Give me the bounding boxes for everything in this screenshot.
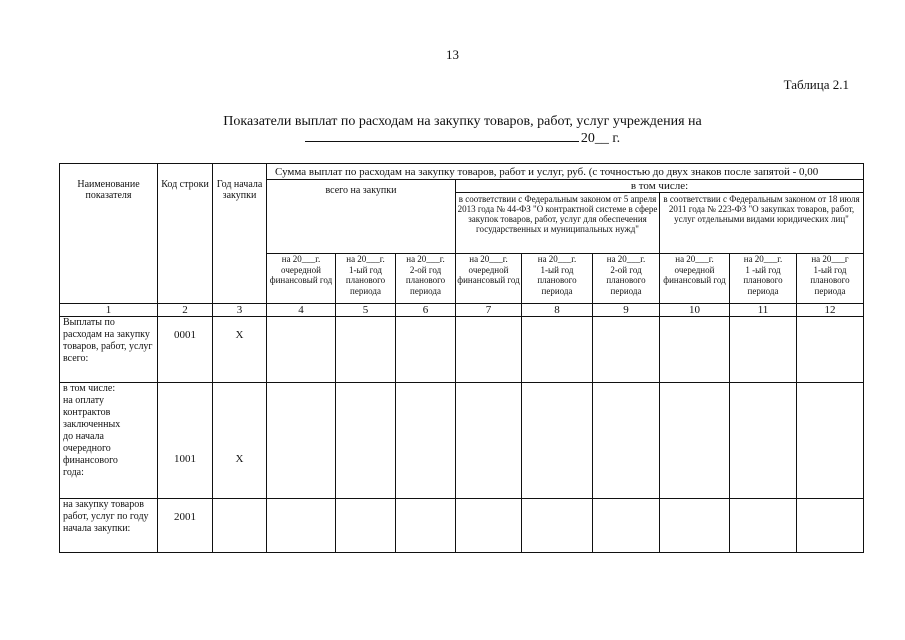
value-cell <box>456 499 522 553</box>
row-name: в том числе: на оплату контрактов заключенных до начала очередного финансового года: <box>60 383 158 499</box>
period-col-4: на 20___г. очередной финансовый год <box>267 254 336 304</box>
value-cell <box>660 317 730 383</box>
column-number: 12 <box>797 304 864 317</box>
value-cell <box>660 383 730 499</box>
value-cell <box>396 499 456 553</box>
value-cell <box>396 383 456 499</box>
title-year-suffix: 20__ г. <box>580 131 621 146</box>
period-col-10: на 20___г. очередной финансовый год <box>660 254 730 304</box>
value-cell <box>522 317 593 383</box>
value-cell <box>797 499 864 553</box>
value-cell <box>797 317 864 383</box>
row-start-year <box>213 499 267 553</box>
row-name: на закупку товаров работ, услуг по году начала закупки: <box>60 499 158 553</box>
row-code: 1001 <box>158 383 213 499</box>
column-numbers-row <box>60 304 864 317</box>
value-cell <box>730 383 797 499</box>
value-cell <box>456 317 522 383</box>
column-number: 6 <box>396 304 456 317</box>
row-code: 0001 <box>158 317 213 383</box>
title-line-1: Показатели выплат по расходам на закупку товаров, работ, услуг учреждения на <box>223 114 702 129</box>
period-col-8: на 20___г. 1-ый год планового периода <box>522 254 593 304</box>
column-number: 2 <box>158 304 213 317</box>
row-code: 2001 <box>158 499 213 553</box>
period-col-11: на 20___г. 1 -ый год планового периода <box>730 254 797 304</box>
value-cell <box>730 499 797 553</box>
value-cell <box>456 383 522 499</box>
row-name: Выплаты по расходам на закупку товаров, работ, услуг всего: <box>60 317 158 383</box>
value-cell <box>267 499 336 553</box>
value-cell <box>522 499 593 553</box>
value-cell <box>522 383 593 499</box>
payments-table <box>59 163 864 553</box>
period-col-7: на 20___г. очередной финансовый год <box>456 254 522 304</box>
value-cell <box>267 317 336 383</box>
period-col-6: на 20___г. 2-ой год планового периода <box>396 254 456 304</box>
header-total-purchases: всего на закупки <box>267 180 456 254</box>
table-row <box>60 317 864 383</box>
value-cell <box>660 499 730 553</box>
value-cell <box>336 317 396 383</box>
period-col-5: на 20___г. 1-ый год планового периода <box>336 254 396 304</box>
value-cell <box>593 317 660 383</box>
value-cell <box>593 383 660 499</box>
row-start-year: X <box>213 317 267 383</box>
column-number: 10 <box>660 304 730 317</box>
column-number: 7 <box>456 304 522 317</box>
header-sum-title: Сумма выплат по расходам на закупку товаров, работ и услуг, руб. (с точностью до двух знаков после запятой - 0,00 <box>267 164 864 180</box>
header-start-year: Год начала закупки <box>213 164 267 304</box>
value-cell <box>396 317 456 383</box>
column-number: 1 <box>60 304 158 317</box>
table-row <box>60 383 864 499</box>
column-number: 11 <box>730 304 797 317</box>
value-cell <box>336 499 396 553</box>
column-number: 4 <box>267 304 336 317</box>
page-number: 13 <box>446 47 459 62</box>
header-including: в том числе: <box>456 180 864 193</box>
header-row-code: Код строки <box>158 164 213 304</box>
value-cell <box>730 317 797 383</box>
date-blank-line <box>305 129 579 142</box>
column-number: 9 <box>593 304 660 317</box>
column-number: 5 <box>336 304 396 317</box>
document-title <box>0 114 905 146</box>
period-col-12: на 20___г 1-ый год планового периода <box>797 254 864 304</box>
value-cell <box>267 383 336 499</box>
table-row <box>60 499 864 553</box>
table-label: Таблица 2.1 <box>783 77 849 92</box>
title-line-2 <box>0 129 905 146</box>
row-start-year: X <box>213 383 267 499</box>
column-number: 8 <box>522 304 593 317</box>
header-indicator-name: Наименование показателя <box>60 164 158 304</box>
value-cell <box>797 383 864 499</box>
column-number: 3 <box>213 304 267 317</box>
header-law-223fz: в соответствии с Федеральным законом от 18 июля 2011 года № 223-ФЗ "О закупках товаров, работ, услуг отдельными видами юридических лиц" <box>660 193 864 254</box>
header-law-44fz: в соответствии с Федеральным законом от 5 апреля 2013 года № 44-ФЗ "О контрактной системе в сфере закупок товаров, работ, услуг для обеспечения государственных и муниципальных нужд" <box>456 193 660 254</box>
value-cell <box>336 383 396 499</box>
value-cell <box>593 499 660 553</box>
period-col-9: на 20___г. 2-ой год планового периода <box>593 254 660 304</box>
